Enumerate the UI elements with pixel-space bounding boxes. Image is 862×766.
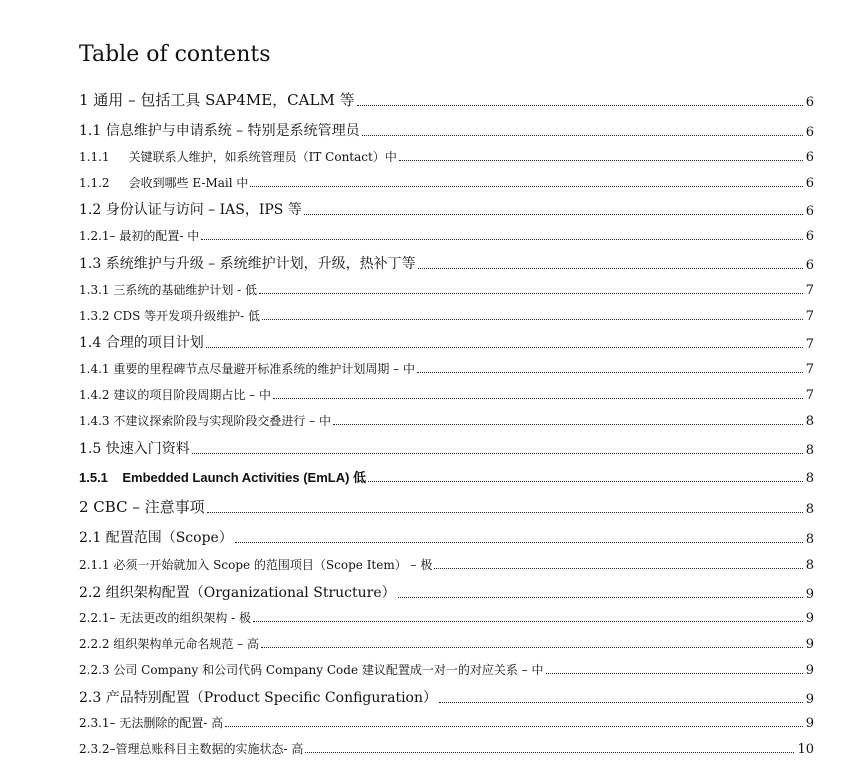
toc-entry-label: 1.2 身份认证与访问 – IAS，IPS 等: [79, 202, 302, 218]
toc-entry[interactable]: [79, 740, 814, 757]
toc-entry-label: 1.3.2 CDS 等开发项升级维护- 低: [79, 309, 261, 323]
toc-entry[interactable]: [79, 687, 814, 707]
dot-leader: [206, 347, 803, 348]
toc-entry[interactable]: [79, 307, 814, 324]
toc-entry-label: 1.5.1 Embedded Launch Activities (EmLA) 低: [79, 470, 367, 485]
toc-entry[interactable]: [79, 609, 814, 626]
toc-entry-page: 8: [805, 471, 814, 486]
dot-leader: [250, 186, 802, 187]
toc-entry[interactable]: [79, 227, 814, 244]
toc-entry-page: 8: [805, 532, 814, 547]
toc-entry-page: 7: [805, 388, 814, 403]
toc-entry-page: 6: [805, 204, 814, 219]
dot-leader: [398, 597, 803, 598]
toc-entry[interactable]: [79, 527, 814, 547]
dot-leader: [399, 160, 803, 161]
dot-leader: [259, 293, 803, 294]
toc-entry-label: 1.4.2 建议的项目阶段周期占比 – 中: [79, 388, 271, 402]
toc-entry-page: 9: [805, 637, 814, 652]
toc-entry[interactable]: [79, 174, 814, 191]
toc-entry-label: 2.2 组织架构配置（Organizational Structure）: [79, 585, 396, 601]
toc-entry-page: 7: [805, 362, 814, 377]
toc-entry-page: 6: [805, 229, 814, 244]
toc-entry-label: 1.3 系统维护与升级 – 系统维护计划，升级，热补丁等: [79, 256, 416, 272]
dot-leader: [546, 673, 803, 674]
toc-entry-page: 6: [805, 258, 814, 273]
toc-entry-page: 9: [805, 611, 814, 626]
dot-leader: [362, 135, 803, 136]
toc-entry-label: 2.3.1– 无法删除的配置- 高: [79, 716, 224, 730]
toc-entry-page: 6: [805, 125, 814, 140]
toc-entry-label: 2.3 产品特别配置（Product Specific Configuration）: [79, 690, 437, 706]
toc-entry-label: 1.1.1 关键联系人维护，如系统管理员（IT Contact）中: [79, 150, 397, 164]
toc-entry-page: 6: [805, 176, 814, 191]
dot-leader: [434, 568, 802, 569]
toc-entry[interactable]: [79, 438, 814, 458]
toc-entry-label: 2 CBC – 注意事项: [79, 498, 205, 516]
dot-leader: [368, 481, 803, 482]
toc-entry-page: 10: [797, 742, 814, 757]
dot-leader: [261, 647, 803, 648]
toc-entry[interactable]: [79, 360, 814, 377]
dot-leader: [262, 319, 803, 320]
dot-leader: [439, 702, 803, 703]
dot-leader: [253, 621, 803, 622]
dot-leader: [357, 105, 803, 106]
toc-entry-label: 2.1 配置范围（Scope）: [79, 530, 233, 546]
toc-entry-page: 7: [805, 337, 814, 352]
dot-leader: [333, 424, 803, 425]
toc-entry-page: 9: [805, 716, 814, 731]
toc-entry-page: 7: [805, 283, 814, 298]
toc-entry[interactable]: [79, 332, 814, 352]
toc-entry[interactable]: [79, 148, 814, 165]
dot-leader: [305, 752, 794, 753]
toc-entry-page: 8: [805, 443, 814, 458]
toc-entry[interactable]: [79, 556, 814, 573]
dot-leader: [225, 726, 803, 727]
toc-entry-label: 1.1.2 会收到哪些 E-Mail 中: [79, 176, 249, 190]
toc-entry[interactable]: [79, 199, 814, 219]
dot-leader: [304, 214, 803, 215]
toc-entry[interactable]: [79, 661, 814, 678]
toc-entry[interactable]: [79, 120, 814, 140]
toc-entry[interactable]: [79, 635, 814, 652]
toc-entry-page: 9: [805, 692, 814, 707]
toc-entry-label: 1.5 快速入门资料: [79, 441, 190, 457]
toc-entry-label: 1 通用 – 包括工具 SAP4ME，CALM 等: [79, 91, 355, 109]
toc-entry-label: 2.3.2–管理总账科目主数据的实施状态- 高: [79, 742, 304, 756]
toc-title: Table of contents: [79, 42, 271, 67]
toc-entry-page: 8: [805, 502, 814, 517]
toc-entry-label: 2.2.2 组织架构单元命名规范 – 高: [79, 637, 259, 651]
dot-leader: [417, 372, 803, 373]
dot-leader: [418, 268, 803, 269]
toc-entry-label: 1.4 合理的项目计划: [79, 335, 204, 351]
toc-entry-label: 2.2.1– 无法更改的组织架构 - 极: [79, 611, 252, 625]
toc-entry-label: 1.3.1 三系统的基础维护计划 - 低: [79, 283, 258, 297]
toc-entry[interactable]: [79, 386, 814, 403]
toc-entry-page: 9: [805, 663, 814, 678]
dot-leader: [201, 239, 803, 240]
toc-entry[interactable]: [79, 582, 814, 602]
toc-entry-page: 6: [805, 95, 814, 110]
toc-entry-label: 2.1.1 必须一开始就加入 Scope 的范围项目（Scope Item） – 极: [79, 558, 433, 572]
dot-leader: [207, 512, 803, 513]
dot-leader: [235, 542, 803, 543]
toc-entry-page: 6: [805, 150, 814, 165]
dot-leader: [273, 398, 803, 399]
toc-entry[interactable]: [79, 281, 814, 298]
toc-entry[interactable]: [79, 253, 814, 273]
toc-entry-page: 9: [805, 587, 814, 602]
toc-entry-label: 1.1 信息维护与申请系统 – 特别是系统管理员: [79, 123, 360, 139]
toc-entry[interactable]: [79, 496, 814, 517]
toc-entry[interactable]: [79, 412, 814, 429]
toc-entry-label: 1.2.1– 最初的配置- 中: [79, 229, 200, 243]
toc-entry[interactable]: [79, 467, 814, 486]
toc-entry-label: 1.4.3 不建议探索阶段与实现阶段交叠进行 – 中: [79, 414, 331, 428]
dot-leader: [192, 453, 803, 454]
toc-entry-page: 8: [805, 414, 814, 429]
toc-entry-page: 8: [805, 558, 814, 573]
toc-entry-page: 7: [805, 309, 814, 324]
toc-entry[interactable]: [79, 714, 814, 731]
toc-entry-label: 1.4.1 重要的里程碑节点尽量避开标准系统的维护计划周期 – 中: [79, 362, 415, 376]
toc-entry-label: 2.2.3 公司 Company 和公司代码 Company Code 建议配置成一对一的对应关系 – 中: [79, 663, 544, 677]
toc-entry[interactable]: [79, 89, 814, 110]
